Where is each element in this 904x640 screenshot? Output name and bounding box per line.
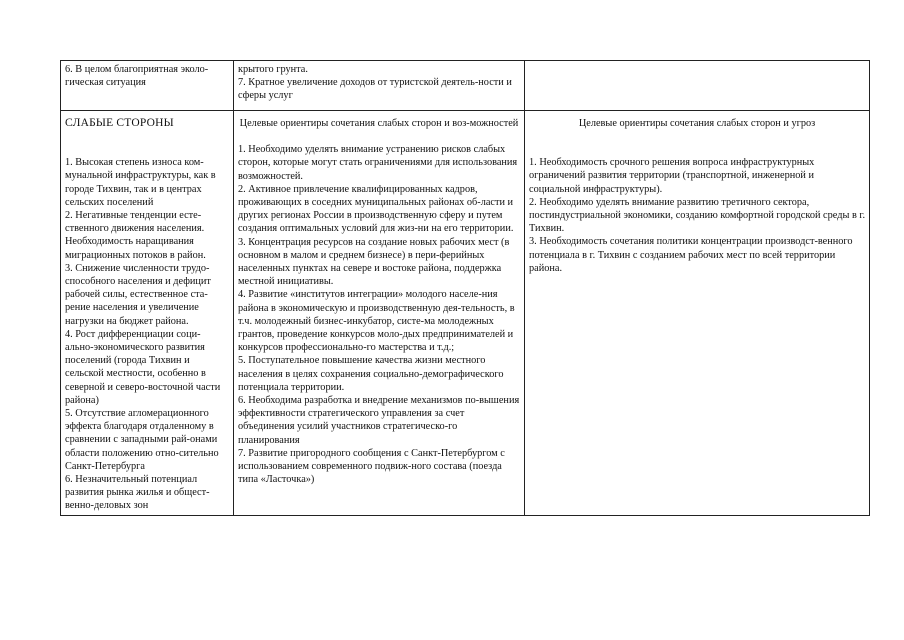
- weaknesses-threats-header: Целевые ориентиры сочетания слабых сторон и угроз: [578, 118, 816, 129]
- continuation-cell-strengths-opportunities: [233, 61, 524, 111]
- wo-item: 5. Поступательное повышение качества жизни местного населения в целях сохранения социально-демографического потенциала территории.: [237, 355, 504, 393]
- weakness-item: 2. Негативные тенденции есте-ственного движения населения. Необходимость наращивания миграционных потоков в район.: [65, 210, 206, 261]
- weaknesses-cell: [61, 111, 234, 516]
- wo-item: 7. Развитие пригородного сообщения с Санкт-Петербургом с использованием современного подвиж-ного состава (поезда типа «Ласточка»): [237, 447, 505, 486]
- header-spacer: [529, 130, 865, 143]
- header-spacer: [65, 143, 229, 156]
- strength-item-6: 6. В целом благоприятная эколо-гическая ситуация: [65, 64, 209, 89]
- weaknesses-opportunities-header: Целевые ориентиры сочетания слабых сторон и воз-можностей: [239, 118, 519, 129]
- weaknesses-opportunities-list: [238, 143, 520, 486]
- weaknesses-threats-list: [529, 156, 865, 275]
- continuation-row: [61, 61, 870, 111]
- wo-item: 2. Активное привлечение квалифицированных кадров, проживающих в соседних муниципальных районах об-ласти и других регионах России в производственную сферу и путем создания оптимальных условий для жиз-ни на его территории.: [237, 183, 514, 235]
- header-spacer: [529, 143, 865, 156]
- wt-item: 2. Необходимо уделять внимание развитию третичного сектора, постиндустриальной экономики, созданию комфортной городской среды в г. Тихвин.: [529, 196, 866, 235]
- weaknesses-opportunities-cell: [233, 111, 524, 516]
- weakness-item: 6. Незначительный потенциал развития рынка жилья и общест-венно-деловых зон: [65, 474, 210, 512]
- weaknesses-list: [65, 156, 229, 512]
- wt-item: 3. Необходимость сочетания политики концентрации производст-венного потенциала в г. Тихвин с созданием рабочих мест по всей территории района.: [529, 236, 853, 274]
- weakness-item: 1. Высокая степень износа ком-мунальной инфраструктуры, как в городе Тихвин, так и в центрах сельских поселений: [65, 157, 216, 208]
- continuation-cell-empty: [525, 61, 870, 111]
- swot-table: [60, 60, 870, 516]
- continuation-text-line-1: крытого грунта.: [237, 64, 308, 75]
- header-spacer: [238, 130, 520, 143]
- wt-item: 1. Необходимость срочного решения вопроса инфраструктурных ограничений развития территории (транспортной, инженерной и социальной инфраструктуры).: [529, 157, 815, 195]
- weaknesses-header: СЛАБЫЕ СТОРОНЫ: [65, 117, 174, 129]
- continuation-item-7: 7. Кратное увеличение доходов от туристской деятель-ности и сферы услуг: [237, 77, 512, 102]
- wo-item: 4. Развитие «институтов интеграции» молодого населе-ния района в экономическую и производственную дея-тельность, в т.ч. молодежный бизнес-инкубатор, систе-ма молодежных грантов, проведение конкурсов моло-дых предпринимателей и конкурсов профессионально-го мастерства и т.д.;: [237, 289, 515, 354]
- header-spacer: [65, 130, 229, 143]
- weaknesses-row: [61, 111, 870, 516]
- weakness-item: 5. Отсутствие агломерационного эффекта благодаря отдаленному в сравнении с западными рай-онами области положению отно-сительно Санкт-Петербурга: [65, 408, 219, 472]
- wo-item: 6. Необходима разработка и внедрение механизмов по-вышения эффективности стратегического управления за счет объединения усилий участников стратегическо-го планирования: [237, 395, 520, 446]
- weakness-item: 3. Снижение численности трудо-способного населения и дефицит рабочей силы, естественное ста-рение населения и увеличение нагрузки на бюджет района.: [65, 262, 211, 327]
- wo-item: 1. Необходимо уделять внимание устранению рисков слабых сторон, которые могут стать ограничениями для использования возможностей.: [237, 144, 518, 182]
- continuation-cell-strengths: [61, 61, 234, 111]
- wo-item: 3. Концентрация ресурсов на создание новых рабочих мест (в основном в малом и среднем бизнесе) в пери-ферийных населенных пунктах на севере и востоке района, поддержка местной инициативы.: [237, 236, 510, 288]
- weakness-item: 4. Рост дифференциации соци-ально-экономического развития поселений (города Тихвин и сельской местности, особенно в северной и северо-восточной части района): [65, 328, 221, 406]
- weaknesses-threats-cell: [525, 111, 870, 516]
